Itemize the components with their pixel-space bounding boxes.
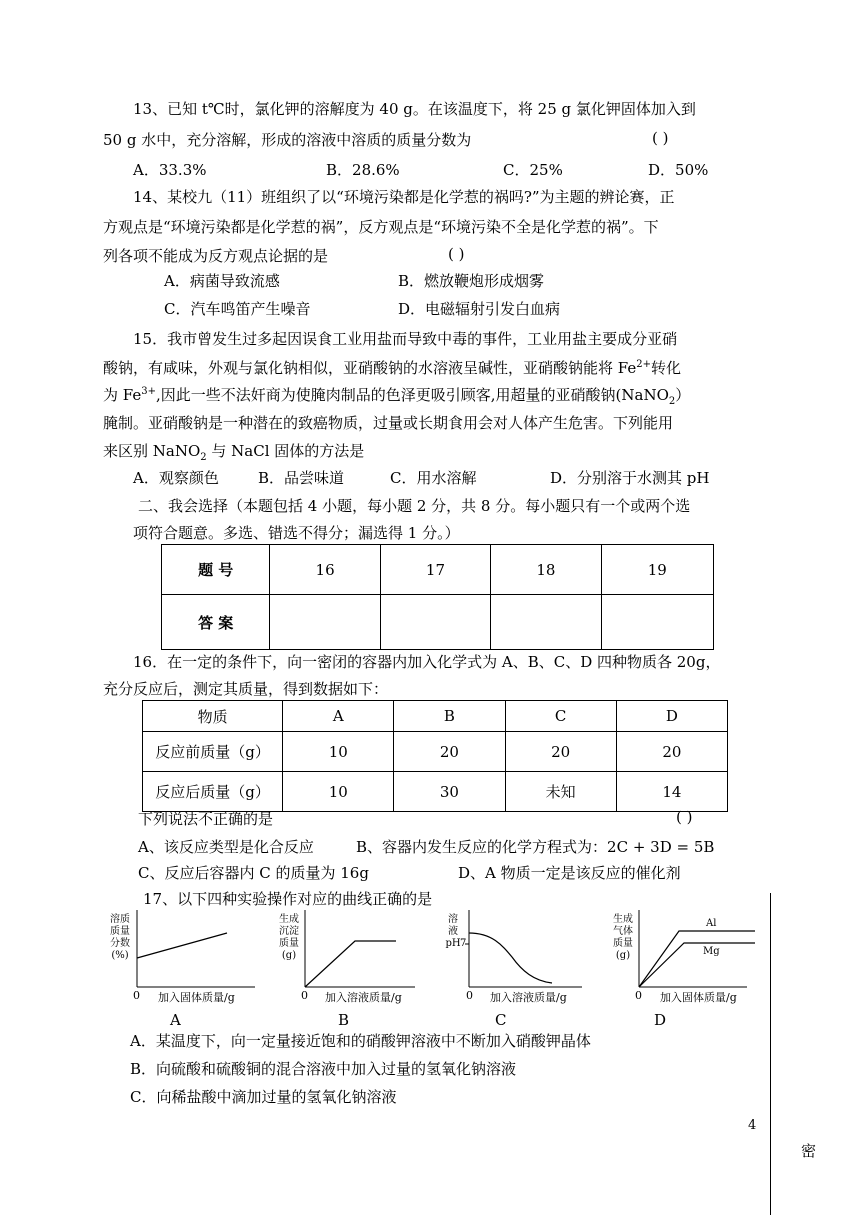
q16-option-d: D、A 物质一定是该反应的催化剂	[458, 864, 681, 882]
q15-line2-text: 酸钠，有咸味，外观与氯化钠相似，亚硝酸钠的水溶液呈碱性，亚硝酸钠能将 Fe	[103, 359, 637, 377]
graph-a-xlabel: 加入固体质量/g	[158, 991, 235, 1004]
q14-line3: 列各项不能成为反方观点论据的是	[103, 247, 329, 265]
q15-option-c: C．用水溶解	[390, 469, 477, 487]
graph-c-curve	[469, 933, 552, 983]
answer-cell-19[interactable]	[601, 595, 713, 650]
graph-d-ylabel-2: 气体	[613, 926, 633, 937]
q16-row-before-a: 10	[283, 732, 394, 772]
q15-option-b: B．品尝味道	[258, 469, 345, 487]
graph-a-ylabel-1: 溶质	[110, 914, 130, 925]
graph-c-origin: 0	[466, 989, 473, 1002]
q16-row-before-label: 反应前质量（g）	[143, 732, 283, 772]
graph-a-ylabel-4: (%)	[111, 950, 129, 961]
q15-line3-text: 为 Fe	[103, 386, 142, 404]
q17-option-a: A．某温度下，向一定量接近饱和的硝酸钾溶液中不断加入硝酸钾晶体	[130, 1032, 591, 1050]
q14-option-c: C．汽车鸣笛产生噪音	[164, 300, 311, 318]
graph-c-ylabel-2: 液	[448, 926, 458, 937]
q13-line2: 50 g 水中，充分溶解，形成的溶液中溶质的质量分数为	[103, 131, 472, 149]
q15-line5	[103, 440, 364, 463]
q15-line1: 15．我市曾发生过多起因误食工业用盐而导致中毒的事件，工业用盐主要成分亚硝	[133, 330, 678, 348]
q16-header-substance: 物质	[143, 701, 283, 732]
graph-c-letter: C	[495, 1011, 507, 1029]
graph-d-ylabel-3: 质量	[613, 938, 633, 949]
q15-option-d: D．分别溶于水测其 pH	[550, 469, 710, 487]
q15-line3	[103, 384, 690, 407]
q13-option-a: A．33.3%	[133, 161, 207, 179]
graph-d-letter: D	[654, 1011, 667, 1029]
graph-c	[462, 905, 592, 995]
answer-cell-17[interactable]	[380, 595, 490, 650]
q14-option-b: B．燃放鞭炮形成烟雾	[398, 272, 545, 290]
graph-b	[298, 905, 428, 995]
q15-line5-tail: 与 NaCl 固体的方法是	[206, 442, 365, 460]
graph-b-curve	[305, 941, 396, 987]
answer-cell-18[interactable]	[491, 595, 601, 650]
q13-option-c: C．25%	[503, 161, 563, 179]
q13-line1: 13、已知 t℃时，氯化钾的溶解度为 40 g。在该温度下，将 25 g 氯化钾固体加入到	[133, 100, 696, 118]
q16-row-after-d: 14	[616, 772, 727, 812]
q16-row-before-d: 20	[616, 732, 727, 772]
graph-d-curve-mg	[639, 943, 755, 987]
q15-line3-mid: ,因此一些不法奸商为使腌肉制品的色泽更吸引顾客,用超量的亚硝酸钠(NaNO	[155, 386, 669, 404]
graph-c-ylabel-3: pH	[445, 938, 461, 949]
q16-header-a: A	[283, 701, 394, 732]
q16-row-before-b: 20	[394, 732, 505, 772]
q14-option-d: D．电磁辐射引发白血病	[398, 300, 561, 318]
graph-b-ylabel-1: 生成	[279, 914, 299, 925]
graph-a	[130, 905, 270, 995]
q15-line4: 腌制。亚硝酸钠是一种潜在的致癌物质，过量或长期食用会对人体产生危害。下列能用	[103, 414, 674, 432]
q16-paren: ( )	[676, 808, 693, 826]
q16-header-d: D	[616, 701, 727, 732]
q15-line2-sup: 2+	[636, 359, 651, 370]
q16-option-a: A、该反应类型是化合反应	[138, 838, 314, 856]
q13-option-d: D．50%	[648, 161, 709, 179]
graph-d-series-mg: Mg	[703, 946, 720, 957]
q14-option-a: A．病菌导致流感	[164, 272, 280, 290]
q16-header-c: C	[505, 701, 616, 732]
q16-header-b: B	[394, 701, 505, 732]
graph-b-letter: B	[338, 1011, 350, 1029]
q15-option-a: A．观察颜色	[133, 469, 219, 487]
q16-row-after-label: 反应后质量（g）	[143, 772, 283, 812]
answer-table-num-17: 17	[380, 545, 490, 595]
answer-table-num-19: 19	[601, 545, 713, 595]
answer-table-num-16: 16	[270, 545, 380, 595]
answer-table-label-answer: 答 案	[162, 595, 270, 650]
q17-option-b: B．向硫酸和硫酸铜的混合溶液中加入过量的氢氧化钠溶液	[130, 1060, 517, 1078]
graph-d-ylabel-1: 生成	[613, 914, 633, 925]
answer-table-label-number: 题 号	[162, 545, 270, 595]
q16-line1: 16．在一定的条件下，向一密闭的容器内加入化学式为 A、B、C、D 四种物质各 20g，	[133, 653, 721, 671]
graph-c-ylabel-1: 溶	[448, 914, 458, 925]
graph-d-curve-al	[639, 931, 755, 987]
q17-option-c: C．向稀盐酸中滴加过量的氢氧化钠溶液	[130, 1088, 397, 1106]
q14-paren: ( )	[448, 245, 465, 263]
q16-line2: 充分反应后，测定其质量，得到数据如下：	[103, 680, 389, 698]
q15-line3-tail: ）	[675, 386, 691, 404]
graph-b-ylabel-3: 质量	[279, 938, 299, 949]
graph-d	[632, 905, 762, 995]
graph-b-xlabel: 加入溶液质量/g	[325, 991, 402, 1004]
graph-d-series-al: Al	[706, 918, 717, 929]
q16-row-after-c: 未知	[505, 772, 616, 812]
graph-d-origin: 0	[635, 989, 642, 1002]
q16-question: 下列说法不正确的是	[138, 810, 274, 828]
answer-cell-16[interactable]	[270, 595, 380, 650]
graph-d-ylabel-4: (g)	[615, 950, 631, 961]
q16-option-b: B、容器内发生反应的化学方程式为：2C + 3D = 5B	[356, 838, 715, 856]
section2-line2: 项符合题意。多选、错选不得分；漏选得 1 分。）	[133, 524, 460, 542]
q16-option-c: C、反应后容器内 C 的质量为 16g	[138, 864, 369, 882]
q13-option-b: B．28.6%	[326, 161, 400, 179]
q16-data-table	[142, 700, 728, 812]
graph-a-ylabel-2: 质量	[110, 926, 130, 937]
graph-a-ylabel-3: 分数	[110, 938, 130, 949]
q15-line5-sub: 2	[200, 452, 207, 463]
graph-b-origin: 0	[301, 989, 308, 1002]
graph-c-ytick: 7	[460, 938, 467, 949]
q15-line2	[103, 357, 681, 378]
binding-margin-rule	[770, 893, 771, 1215]
q16-row-after-b: 30	[394, 772, 505, 812]
q14-line1: 14、某校九（11）班组织了以“环境污染都是化学惹的祸吗?”为主题的辨论赛，正	[133, 188, 675, 206]
q13-paren: ( )	[652, 129, 669, 147]
graph-a-origin: 0	[133, 989, 140, 1002]
q15-line5-text: 来区别 NaNO	[103, 442, 201, 460]
section2-line1: 二、我会选择（本题包括 4 小题，每小题 2 分，共 8 分。每小题只有一个或两个选	[138, 497, 691, 515]
q15-line3-sup: 3+	[141, 386, 156, 397]
binding-margin-char: 密	[801, 1142, 817, 1160]
graph-b-ylabel-4: (g)	[281, 950, 297, 961]
q15-line3-sub: 2	[668, 396, 676, 407]
page-number: 4	[748, 1118, 757, 1133]
answer-table	[161, 544, 714, 650]
graph-a-letter: A	[170, 1011, 181, 1029]
q16-row-after-a: 10	[283, 772, 394, 812]
q16-row-before-c: 20	[505, 732, 616, 772]
graph-c-xlabel: 加入溶液质量/g	[490, 991, 567, 1004]
q14-line2: 方观点是“环境污染都是化学惹的祸”，反方观点是“环境污染不全是化学惹的祸”。下	[103, 218, 659, 236]
answer-table-num-18: 18	[491, 545, 601, 595]
q15-line2-tail: 转化	[651, 359, 682, 377]
q17-line1: 17、以下四种实验操作对应的曲线正确的是	[143, 890, 433, 908]
graph-b-ylabel-2: 沉淀	[279, 926, 299, 937]
graph-a-curve	[137, 933, 227, 958]
graph-d-xlabel: 加入固体质量/g	[660, 991, 737, 1004]
